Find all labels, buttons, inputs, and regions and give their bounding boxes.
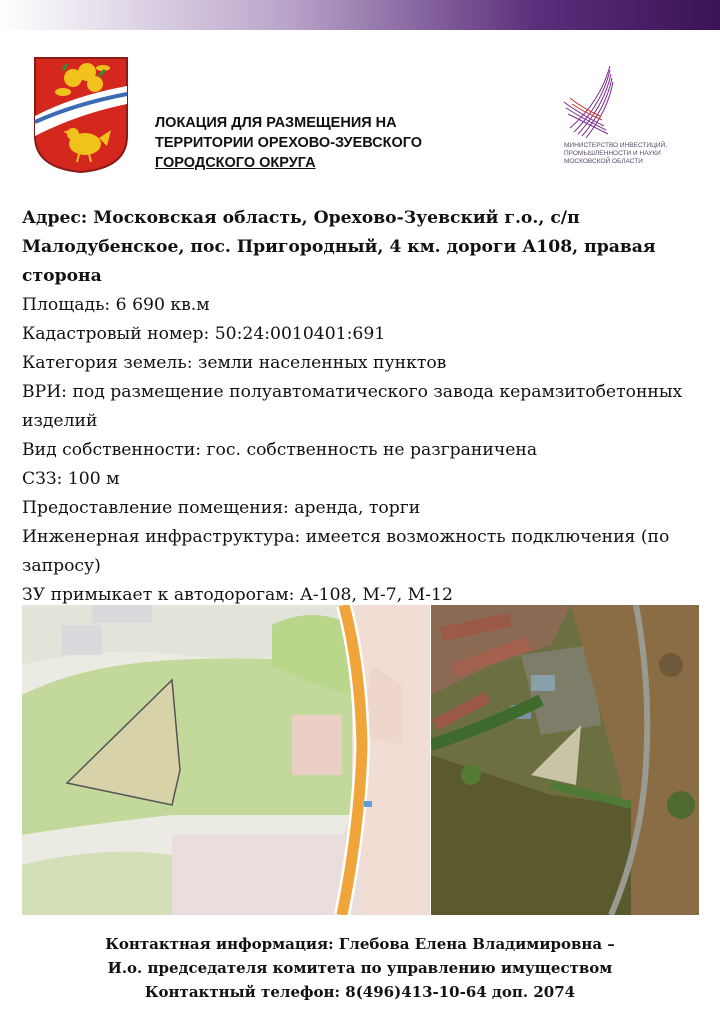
ministry-line-1: МИНИСТЕРСТВО ИНВЕСТИЦИЙ,	[564, 142, 668, 149]
ministry-line-2: ПРОМЫШЛЕННОСТИ И НАУКИ	[564, 150, 661, 157]
provision: Предоставление помещения: аренда, торги	[22, 498, 421, 518]
plot-info	[22, 204, 692, 610]
permitted-use: ВРИ: под размещение полуавтоматического завода керамзитобетонных изделий	[22, 382, 683, 431]
land-category: Категория земель: земли населенных пунктов	[22, 353, 447, 373]
title-line-1: ЛОКАЦИЯ ДЛЯ РАЗМЕЩЕНИЯ НА	[155, 115, 397, 131]
ownership: Вид собственности: гос. собственность не разграничена	[22, 440, 538, 460]
document-title	[155, 113, 525, 173]
ministry-name	[564, 142, 694, 166]
roads: ЗУ примыкает к автодорогам: А-108, М-7, М-12	[22, 585, 453, 605]
satellite-image	[431, 605, 699, 915]
contact-info	[0, 932, 720, 1004]
cadastral-number: Кадастровый номер: 50:24:0010401:691	[22, 324, 386, 344]
address: Адрес: Московская область, Орехово-Зуевский г.о., с/п Малодубенское, пос. Пригородный, 4 км. дороги А108, правая сторона	[22, 208, 656, 286]
sanitary-zone: СЗЗ: 100 м	[22, 469, 120, 489]
contact-person: Контактная информация: Глебова Елена Владимировна –	[105, 935, 615, 953]
coat-of-arms-icon	[33, 56, 129, 174]
ministry-line-3: МОСКОВСКОЙ ОБЛАСТИ	[564, 158, 643, 165]
header-gradient-bar	[0, 0, 720, 30]
contact-position: И.о. председателя комитета по управлению имуществом	[107, 959, 613, 977]
location-map	[22, 605, 430, 915]
contact-phone: Контактный телефон: 8(496)413-10-64 доп. 2074	[144, 983, 576, 1001]
title-line-3: ГОРОДСКОГО ОКРУГА	[155, 155, 316, 171]
area: Площадь: 6 690 кв.м	[22, 295, 210, 315]
infrastructure: Инженерная инфраструктура: имеется возможность подключения (по запросу)	[22, 527, 670, 576]
ministry-logo-icon	[560, 62, 640, 142]
title-line-2: ТЕРРИТОРИИ ОРЕХОВО-ЗУЕВСКОГО	[155, 135, 423, 151]
